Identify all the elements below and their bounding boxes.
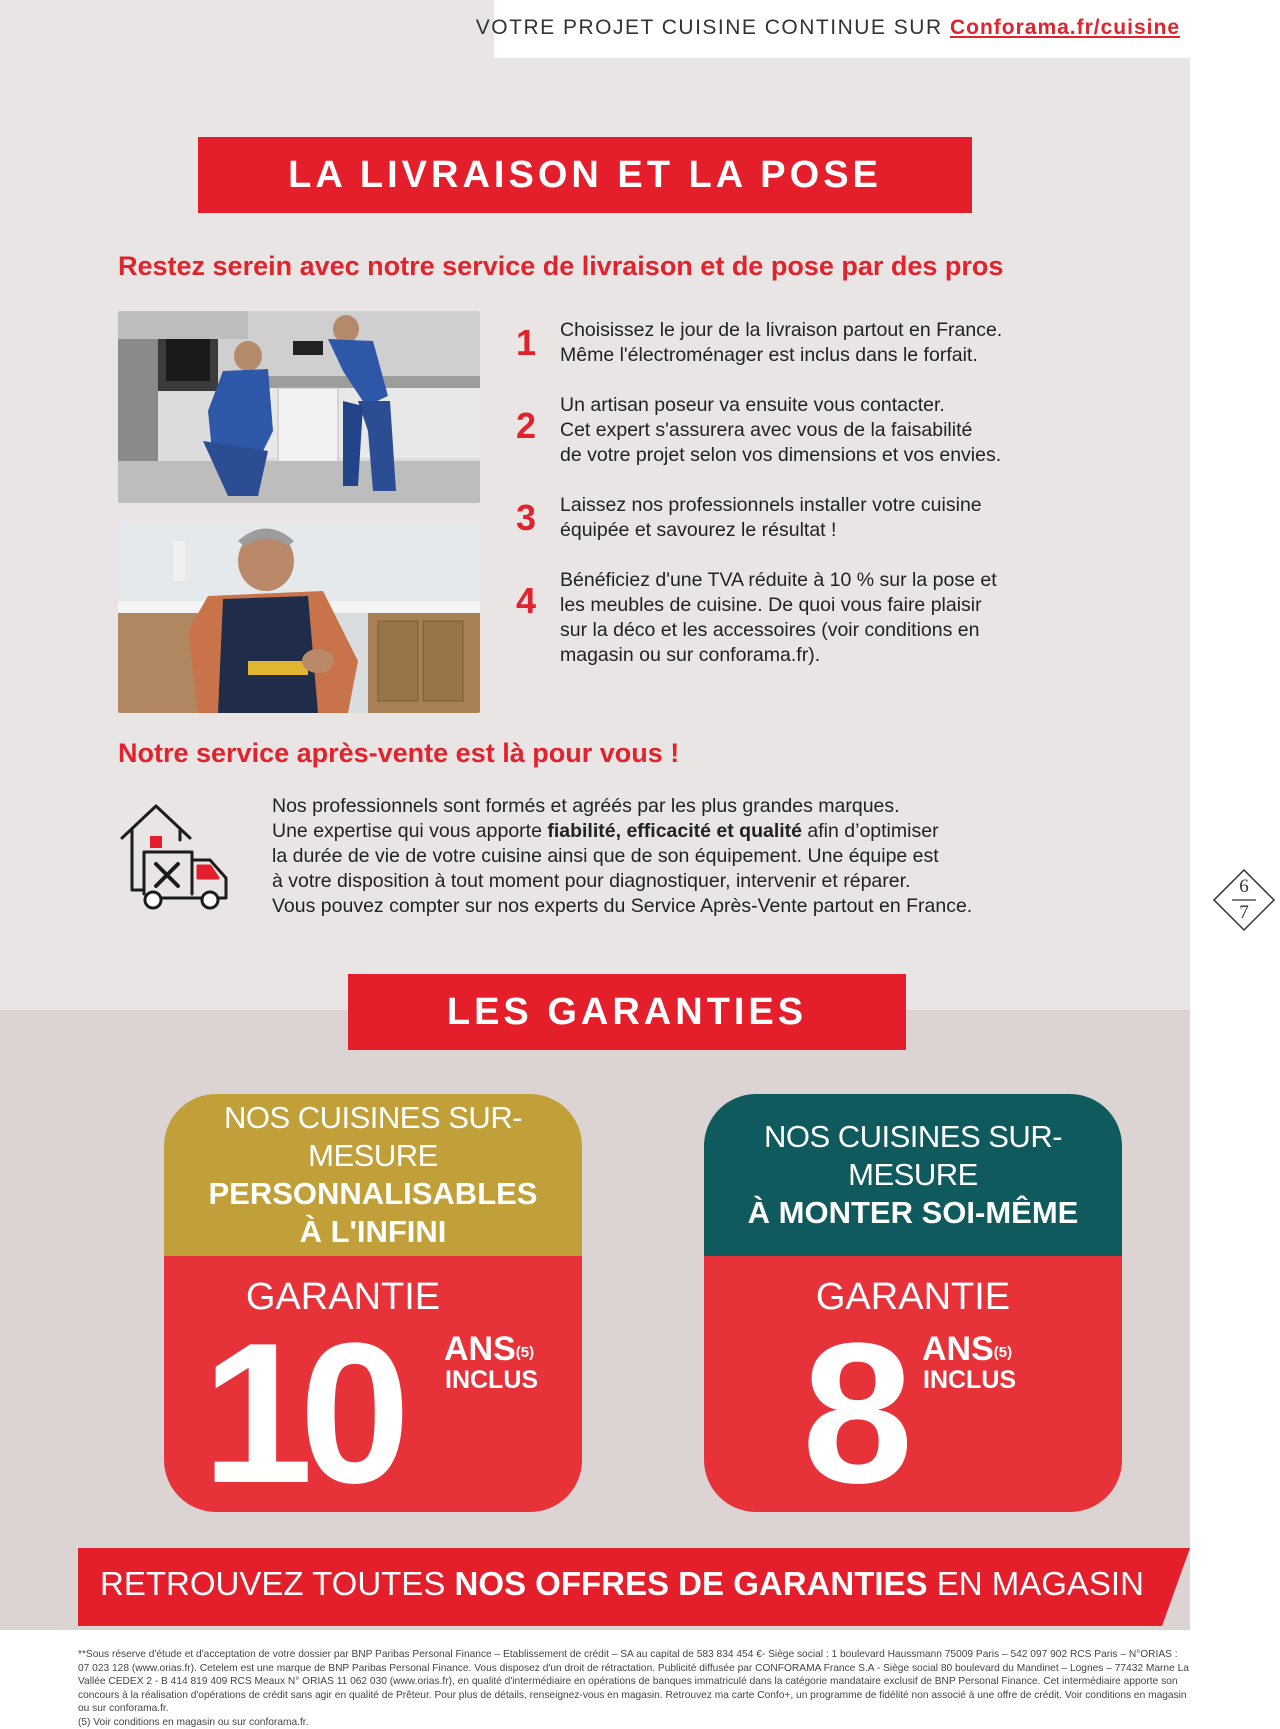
step-text (560, 493, 982, 543)
step-1 (512, 318, 1072, 378)
card-guarantee-body (704, 1256, 1122, 1512)
installers-photo (118, 311, 480, 503)
step-text (560, 568, 997, 668)
legal-paragraph: **Sous réserve d'étude et d'acceptation de votre dossier par BNP Paribas Personal Finance – Etablissement de crédit – SA au capital de 583 834 454 €- Siège social : 1 boulevard Haussmann 75009 Paris – 542 097 902 RCS Paris – N°ORIAS : 07 023 128 (www.orias.fr). Cetelem est une marque de BNP Paribas Personal Finance. Vous disposez d'un droit de rétractation. Publicité diffusée par CONFORAMA France S.A - Siège social 80 boulevard du Mandinet – Lognes – 77432 Marne La Vallée CEDEX 2 - B 414 819 409 RCS Meaux N° ORIAS 11 062 030 (www.orias.fr), en qualité d'intermédiaire en opérations de banques immatriculé dans la catégorie mandataire exclusif de BNP Personal Finance. Cet intermédiaire apporte son concours à la réalisation d'opérations de crédit sans agir en qualité de Prêteur. Pour plus de détails, renseignez-vous en magasin. Retrouvez ma carte Confo+, un programme de fidélité non associé à une offre de crédit. Voir conditions en magasin ou sur conforama.fr. (78, 1648, 1190, 1716)
card-guarantee-body (164, 1256, 582, 1512)
after-sales-line (272, 819, 972, 844)
step-line: les meubles de cuisine. De quoi vous faire plaisir (560, 593, 997, 618)
delivery-banner: LA LIVRAISON ET LA POSE (198, 137, 972, 213)
footer-post: EN MAGASIN (928, 1565, 1144, 1602)
footnote-ref: (5) (994, 1344, 1012, 1361)
step-number: 4 (512, 580, 540, 622)
step-text (560, 318, 1002, 368)
card-bold-line: À MONTER SOI-MÊME (704, 1194, 1122, 1232)
footer-pre: RETROUVEZ TOUTES (100, 1565, 455, 1602)
step-number: 2 (512, 405, 540, 447)
step-2 (512, 393, 1072, 473)
after-sales-line: Vous pouvez compter sur nos experts du Service Après-Vente partout en France. (272, 894, 972, 919)
step-number: 1 (512, 322, 540, 364)
guarantee-included: INCLUS (445, 1366, 538, 1395)
guarantee-label: GARANTIE (164, 1276, 522, 1319)
guarantee-card-custom (164, 1094, 582, 1512)
home-service-van-icon (118, 800, 236, 916)
after-sales-title: Notre service après-vente est là pour vous ! (118, 738, 679, 769)
after-sales-span: afin d’optimiser (802, 820, 939, 842)
guarantee-years: 10 (202, 1314, 396, 1512)
craftsman-photo (118, 521, 480, 713)
after-sales-highlight: fiabilité, efficacité et qualité (547, 820, 802, 842)
step-text (560, 393, 1001, 468)
page-next: 7 (1212, 902, 1276, 924)
step-line: Même l'électroménager est inclus dans le forfait. (560, 343, 1002, 368)
guarantee-included: INCLUS (923, 1366, 1016, 1395)
step-line: Cet expert s'assurera avec vous de la faisabilité (560, 418, 1001, 443)
step-line: Choisissez le jour de la livraison partout en France. (560, 318, 1002, 343)
footnote-ref: (5) (516, 1344, 534, 1361)
guarantee-label: GARANTIE (704, 1276, 1122, 1319)
card-header (704, 1094, 1122, 1256)
guarantee-unit (444, 1330, 534, 1368)
step-line: sur la déco et les accessoires (voir conditions en (560, 618, 997, 643)
card-light-line: NOS CUISINES SUR-MESURE (164, 1099, 582, 1175)
step-number: 3 (512, 497, 540, 539)
page-current: 6 (1212, 876, 1276, 898)
header-prefix: VOTRE PROJET CUISINE CONTINUE SUR (476, 16, 950, 39)
unit-text: ANS (922, 1330, 994, 1368)
card-bold-line: À L'INFINI (164, 1213, 582, 1251)
guarantee-years: 8 (802, 1314, 899, 1512)
after-sales-line: Nos professionnels sont formés et agréés par les plus grandes marques. (272, 794, 972, 819)
step-line: équipée et savourez le résultat ! (560, 518, 982, 543)
after-sales-line: la durée de vie de votre cuisine ainsi que de son équipement. Une équipe est (272, 844, 972, 869)
step-line: Un artisan poseur va ensuite vous contacter. (560, 393, 1001, 418)
legal-paragraph: (5) Voir conditions en magasin ou sur conforama.fr. (78, 1716, 1190, 1729)
card-bold-line: PERSONNALISABLES (164, 1175, 582, 1213)
guarantees-banner: LES GARANTIES (348, 974, 906, 1050)
step-line: Bénéficiez d'une TVA réduite à 10 % sur la pose et (560, 568, 997, 593)
step-line: de votre projet selon vos dimensions et vos envies. (560, 443, 1001, 468)
footer-bold: NOS OFFRES DE GARANTIES (455, 1565, 928, 1602)
header-link[interactable]: Conforama.fr/cuisine (950, 16, 1180, 39)
after-sales-span: Une expertise qui vous apporte (272, 820, 547, 842)
card-header (164, 1094, 582, 1256)
after-sales-line: à votre disposition à tout moment pour diagnostiquer, intervenir et réparer. (272, 869, 972, 894)
step-line: Laissez nos professionnels installer votre cuisine (560, 493, 982, 518)
guarantee-unit (922, 1330, 1012, 1368)
card-light-line: NOS CUISINES SUR-MESURE (704, 1118, 1122, 1194)
delivery-subtitle: Restez serein avec notre service de livraison et de pose par des pros (118, 251, 1003, 282)
footer-banner-text (100, 1565, 1144, 1603)
header-text (476, 16, 1180, 40)
unit-text: ANS (444, 1330, 516, 1368)
step-4 (512, 568, 1072, 678)
guarantee-card-diy (704, 1094, 1122, 1512)
page-number-marker (1212, 868, 1276, 932)
step-3 (512, 493, 1072, 553)
step-line: magasin ou sur conforama.fr). (560, 643, 997, 668)
after-sales-text (272, 794, 972, 919)
